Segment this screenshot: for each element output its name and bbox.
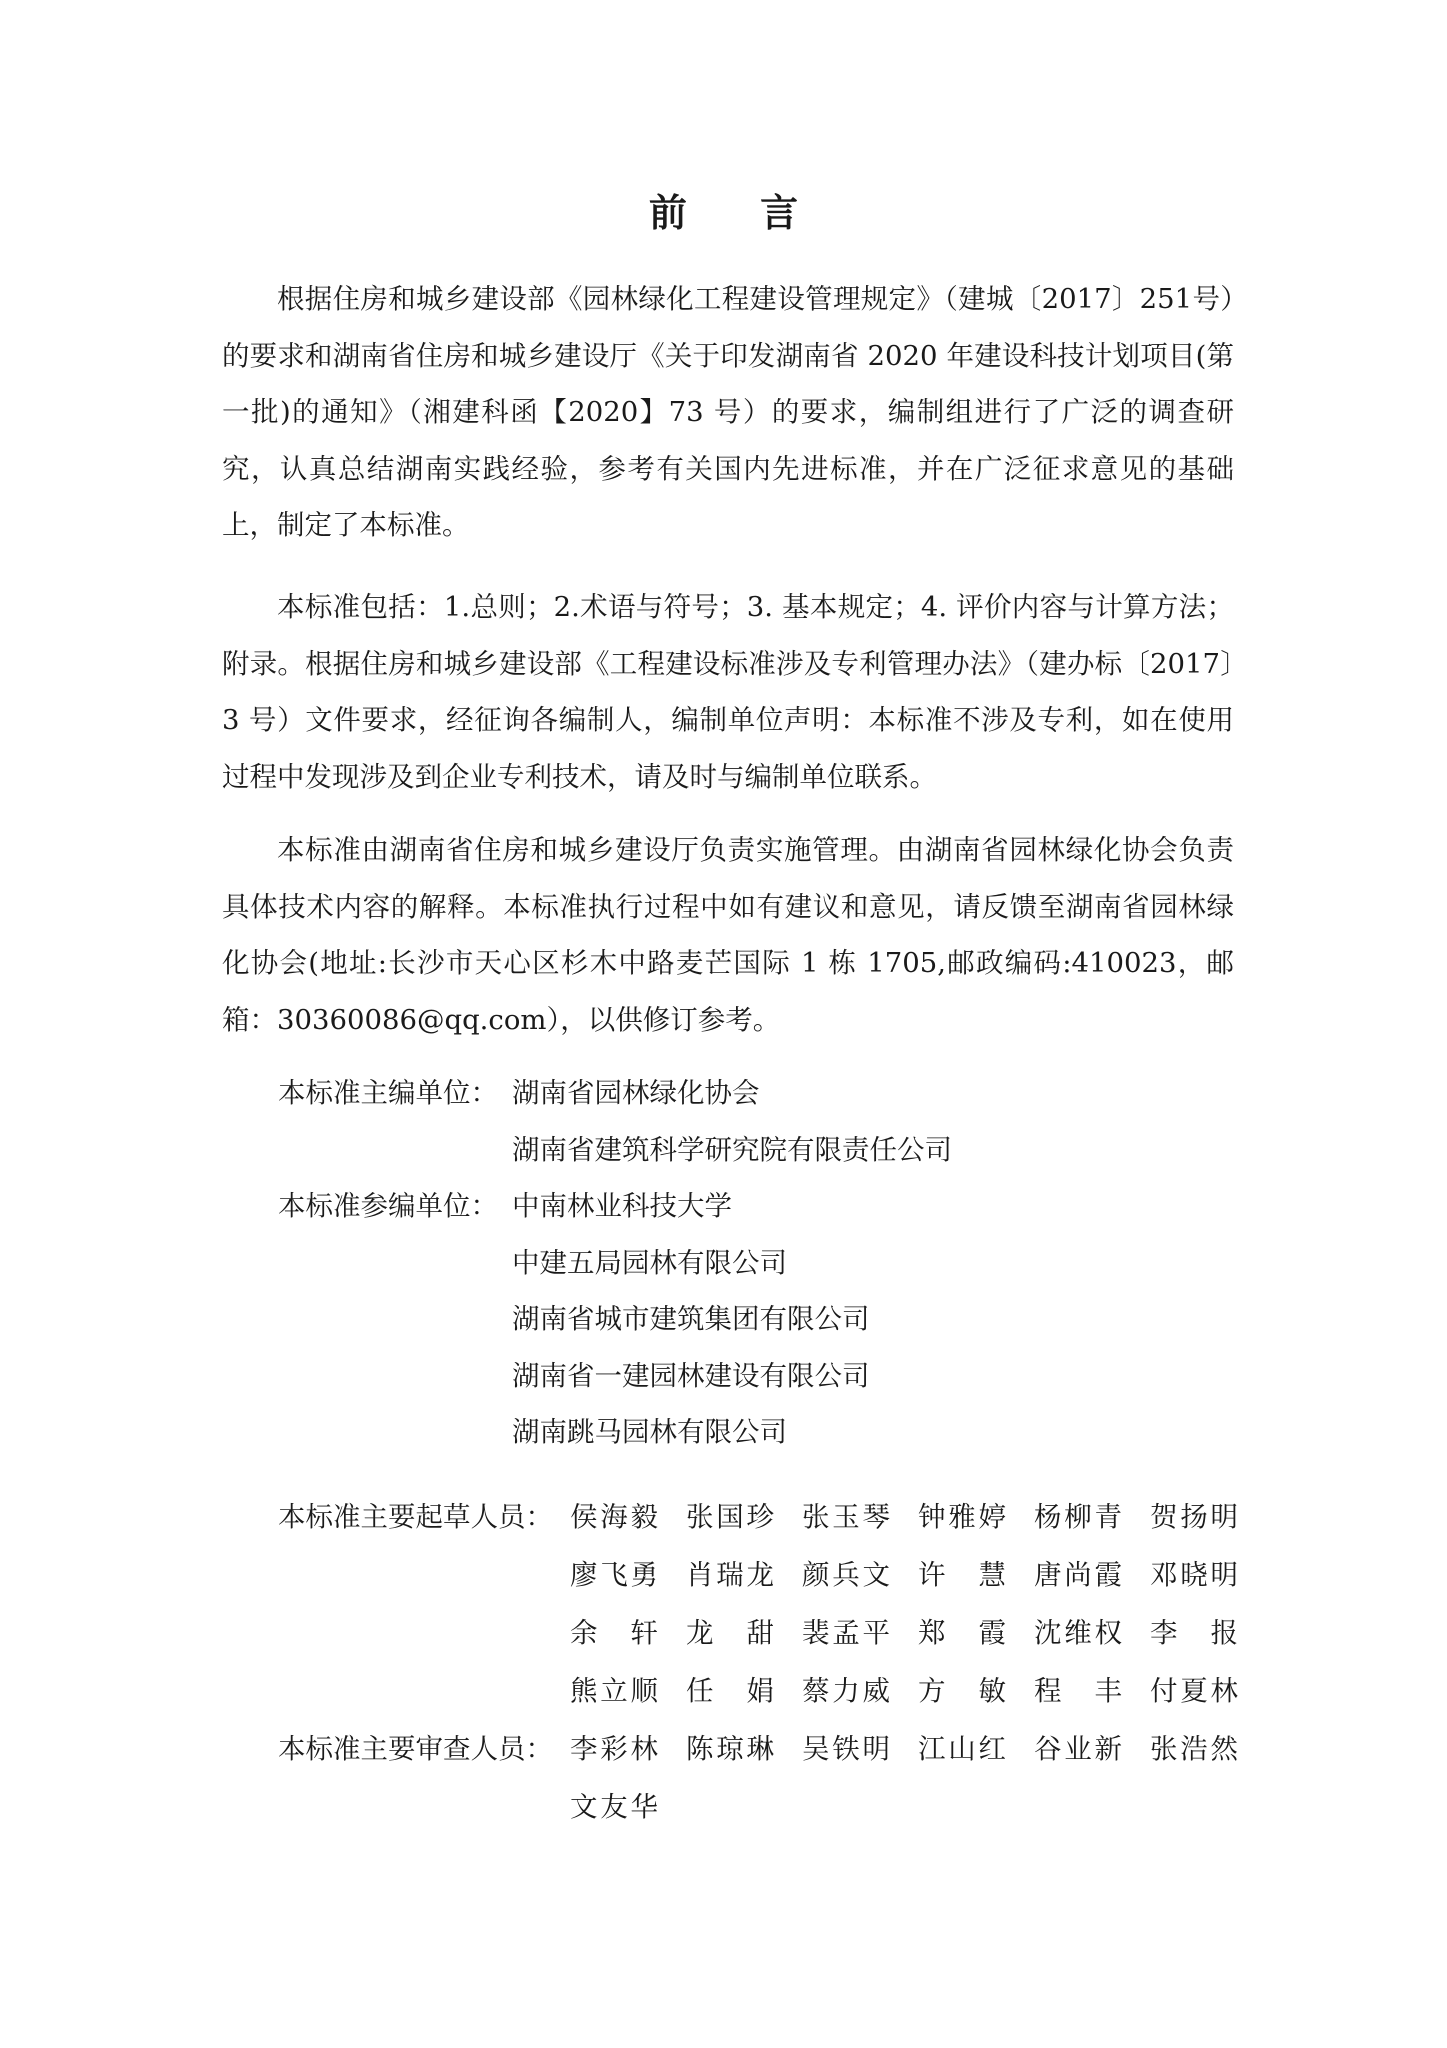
paragraph-basis: 根据住房和城乡建设部《园林绿化工程建设管理规定》（建城〔2017〕251号）的要求和湖南省住房和城乡建设厅《关于印发湖南省 2020 年建设科技计划项目(第一批)的通知》（湘建科函【2020】73 号）的要求，编制组进行了广泛的调查研究，认真总结湖南实践经验，参考有关国内先进标准，并在广泛征求意见的基础上，制定了本标准。 <box>222 283 1234 541</box>
person-name: 杨柳青 <box>1034 1501 1122 1533</box>
person-name: 颜兵文 <box>802 1559 890 1591</box>
reviewers-label: 本标准主要审查人员： <box>278 1733 553 1765</box>
person-name: 任娟 <box>686 1675 774 1707</box>
participating-unit-row <box>278 1404 952 1461</box>
person-name: 谷业新 <box>1034 1733 1122 1765</box>
reviewers-grid <box>570 1720 1266 1836</box>
person-name: 张浩然 <box>1150 1733 1238 1765</box>
person-name: 廖飞勇 <box>570 1559 658 1591</box>
personnel-list <box>278 1488 1266 1836</box>
person-name: 余轩 <box>570 1617 658 1649</box>
editing-units <box>278 1065 952 1461</box>
person-name: 方敏 <box>918 1675 1006 1707</box>
chief-unit-name: 湖南省园林绿化协会 <box>512 1077 760 1109</box>
person-name: 钟雅婷 <box>918 1501 1006 1533</box>
participating-unit-name: 湖南省一建园林建设有限公司 <box>512 1359 870 1392</box>
chief-unit-name: 湖南省建筑科学研究院有限责任公司 <box>512 1133 952 1166</box>
person-name: 邓晓明 <box>1150 1559 1238 1591</box>
person-name: 江山红 <box>918 1733 1006 1765</box>
page-title: 前 言 <box>648 190 829 235</box>
person-name: 郑霞 <box>918 1617 1006 1649</box>
chief-unit-row <box>278 1065 952 1122</box>
participating-unit-row <box>278 1178 952 1235</box>
person-name: 许慧 <box>918 1559 1006 1591</box>
person-name: 肖瑞龙 <box>686 1559 774 1591</box>
person-name: 陈琼琳 <box>686 1733 774 1765</box>
drafters-label: 本标准主要起草人员： <box>278 1501 553 1533</box>
drafters-grid <box>570 1488 1266 1720</box>
chief-unit-label: 本标准主编单位： <box>278 1077 498 1109</box>
person-name: 程丰 <box>1034 1675 1122 1707</box>
participating-unit-name: 中建五局园林有限公司 <box>512 1246 787 1279</box>
person-name: 唐尚霞 <box>1034 1559 1122 1591</box>
participating-unit-name: 中南林业科技大学 <box>512 1190 732 1222</box>
person-name: 侯海毅 <box>570 1501 658 1533</box>
paragraph-management: 本标准由湖南省住房和城乡建设厅负责实施管理。由湖南省园林绿化协会负责具体技术内容的解释。本标准执行过程中如有建议和意见，请反馈至湖南省园林绿化协会(地址:长沙市天心区杉木中路麦芒国际 1 栋 1705,邮政编码:410023，邮箱：30360086@qq.com），以供修订参考。 <box>222 834 1234 1036</box>
chief-unit-row <box>278 1122 952 1179</box>
participating-unit-row <box>278 1235 952 1292</box>
reviewers-block <box>278 1720 1266 1836</box>
participating-unit-row <box>278 1291 952 1348</box>
person-name: 文友华 <box>570 1791 658 1823</box>
person-name: 沈维权 <box>1034 1617 1122 1649</box>
participating-unit-name: 湖南省城市建筑集团有限公司 <box>512 1303 870 1335</box>
person-name: 贺扬明 <box>1150 1501 1238 1533</box>
person-name: 张玉琴 <box>802 1501 890 1533</box>
person-name: 熊立顺 <box>570 1675 658 1707</box>
drafters-block <box>278 1488 1266 1720</box>
person-name: 裴孟平 <box>802 1617 890 1649</box>
paragraph-contents: 本标准包括：1.总则；2.术语与符号；3. 基本规定；4. 评价内容与计算方法；附录。根据住房和城乡建设部《工程建设标准涉及专利管理办法》（建办标〔2017〕3 号）文件要求，经征询各编制人，编制单位声明：本标准不涉及专利，如在使用过程中发现涉及到企业专利技术，请及时与编制单位联系。 <box>222 591 1234 793</box>
person-name: 付夏林 <box>1150 1675 1238 1707</box>
person-name: 李彩林 <box>570 1733 658 1765</box>
participating-unit-row <box>278 1348 952 1405</box>
participating-unit-name: 湖南跳马园林有限公司 <box>512 1416 787 1448</box>
person-name: 吴铁明 <box>802 1733 890 1765</box>
person-name: 蔡力威 <box>802 1675 890 1707</box>
person-name: 李报 <box>1150 1617 1238 1649</box>
person-name: 龙甜 <box>686 1617 774 1649</box>
person-name: 张国珍 <box>686 1501 774 1533</box>
participating-unit-label: 本标准参编单位： <box>278 1190 498 1222</box>
